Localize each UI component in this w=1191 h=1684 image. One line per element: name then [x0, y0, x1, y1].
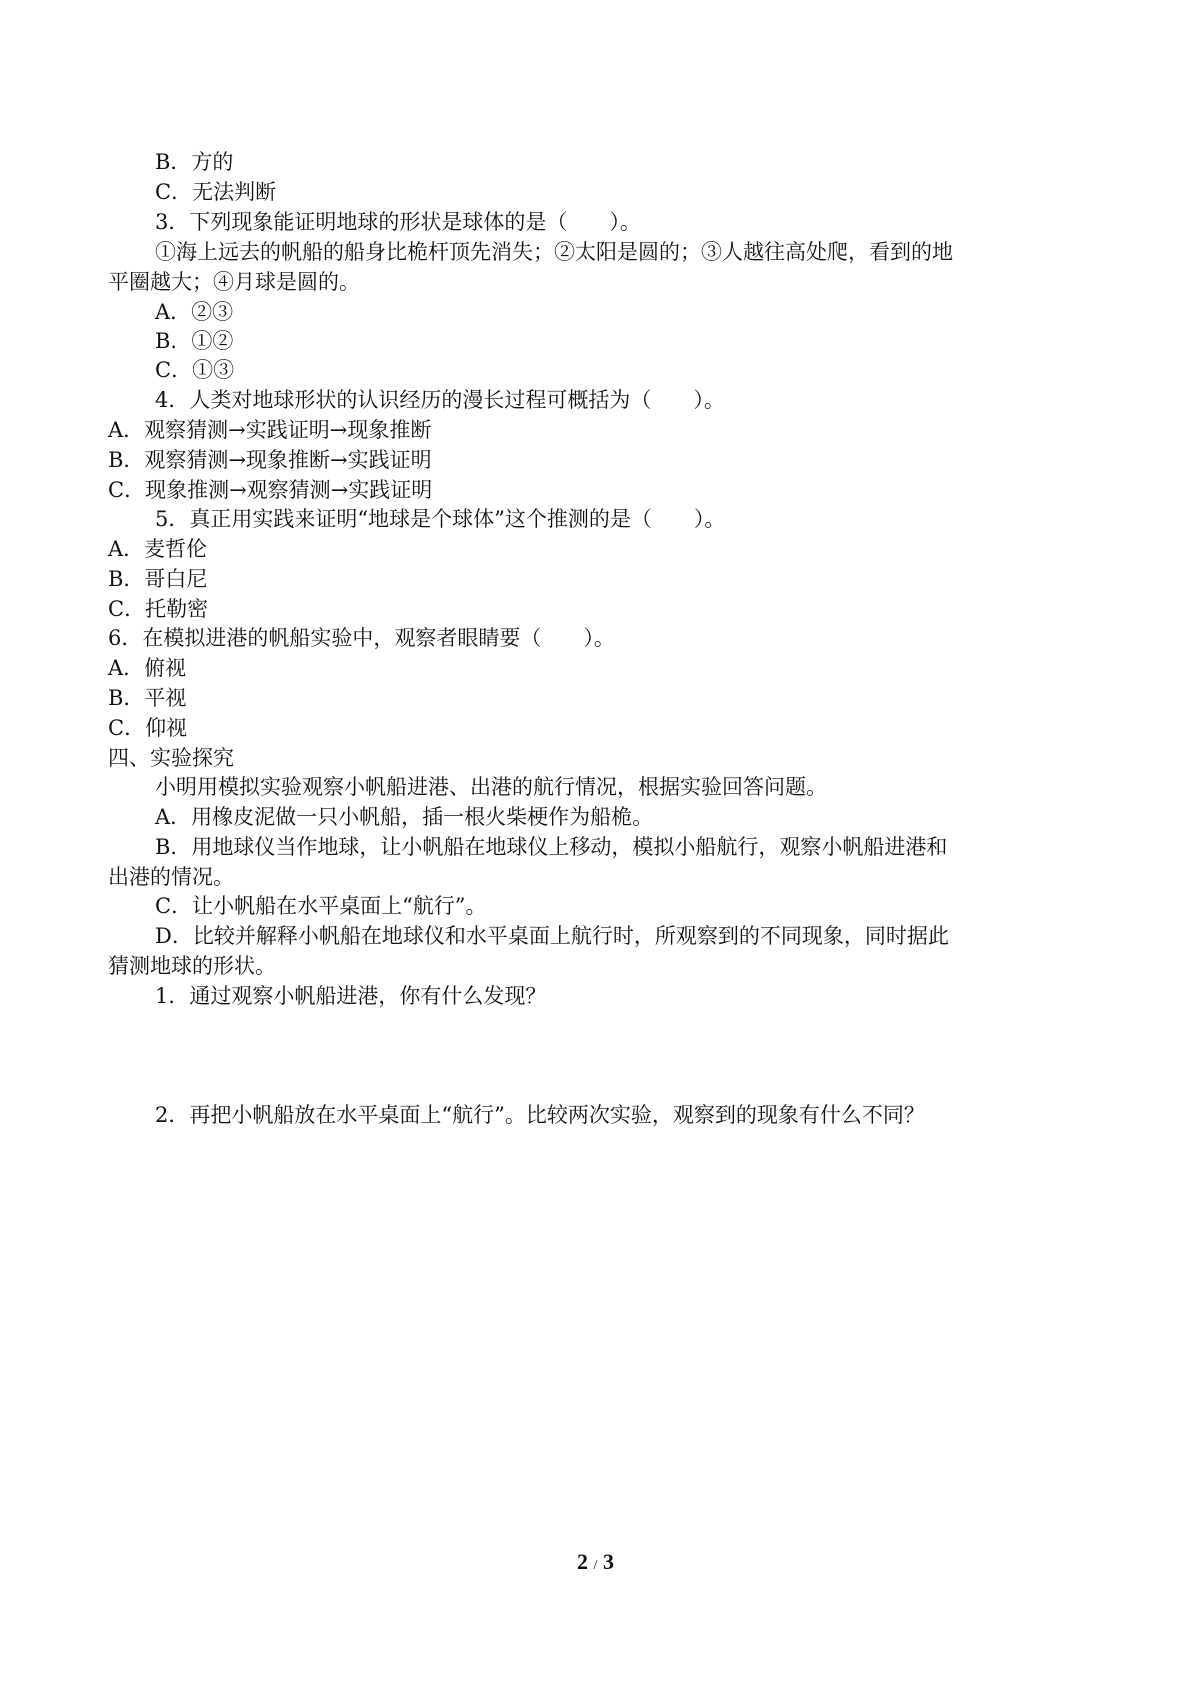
experiment-question-1: 1．通过观察小帆船进港，你有什么发现？: [155, 984, 547, 1008]
q6-option-b: B．平视: [108, 686, 187, 710]
step-b-line1: B．用地球仪当作地球，让小帆船在地球仪上移动，模拟小船航行，观察小帆船进港和: [155, 835, 948, 859]
q5-stem: 5．真正用实践来证明“地球是个球体”这个推测的是（ ）。: [155, 507, 726, 531]
page-current: 2: [577, 1549, 589, 1574]
q6-stem: 6．在模拟进港的帆船实验中，观察者眼睛要（ ）。: [108, 626, 615, 650]
step-d-line2: 猜测地球的形状。: [108, 954, 276, 978]
q4-stem: 4．人类对地球形状的认识经历的漫长过程可概括为（ ）。: [155, 388, 725, 412]
q3-option-c: C．①③: [155, 358, 235, 382]
q4-option-a: A．观察猜测→实践证明→现象推断: [108, 418, 432, 442]
page-separator: /: [593, 1558, 598, 1573]
step-b-line2: 出港的情况。: [108, 865, 234, 889]
q3-items-line2: 平圈越大；④月球是圆的。: [108, 270, 360, 294]
step-d-line1: D．比较并解释小帆船在地球仪和水平桌面上航行时，所观察到的不同现象，同时据此: [155, 924, 949, 948]
step-c: C．让小帆船在水平桌面上“航行”。: [155, 894, 487, 918]
section-4-intro: 小明用模拟实验观察小帆船进港、出港的航行情况，根据实验回答问题。: [155, 775, 827, 799]
q3-option-a: A．②③: [155, 300, 234, 324]
q5-option-b: B．哥白尼: [108, 567, 208, 591]
q3-option-b: B．①②: [155, 329, 234, 353]
q4-option-c: C．现象推测→观察猜测→实践证明: [108, 478, 433, 502]
q6-option-c: C．仰视: [108, 716, 188, 740]
q6-option-a: A．俯视: [108, 656, 187, 680]
q4-option-b: B．观察猜测→现象推断→实践证明: [108, 448, 432, 472]
q5-option-c: C．托勒密: [108, 597, 209, 621]
q5-option-a: A．麦哲伦: [108, 537, 208, 561]
experiment-question-2: 2．再把小帆船放在水平桌面上“航行”。比较两次实验，观察到的现象有什么不同？: [155, 1103, 925, 1127]
q3-stem: 3．下列现象能证明地球的形状是球体的是（ ）。: [155, 210, 641, 234]
q2-option-b: B．方的: [155, 150, 234, 174]
page-number: [0, 1548, 1191, 1580]
step-a: A．用橡皮泥做一只小帆船，插一根火柴梗作为船桅。: [155, 805, 654, 829]
q3-items-line1: ①海上远去的帆船的船身比桅杆顶先消失；②太阳是圆的；③人越往高处爬，看到的地: [155, 240, 953, 264]
section-4-title: 四、实验探究: [108, 746, 234, 770]
q2-option-c: C．无法判断: [155, 180, 277, 204]
page-total: 3: [602, 1549, 614, 1574]
